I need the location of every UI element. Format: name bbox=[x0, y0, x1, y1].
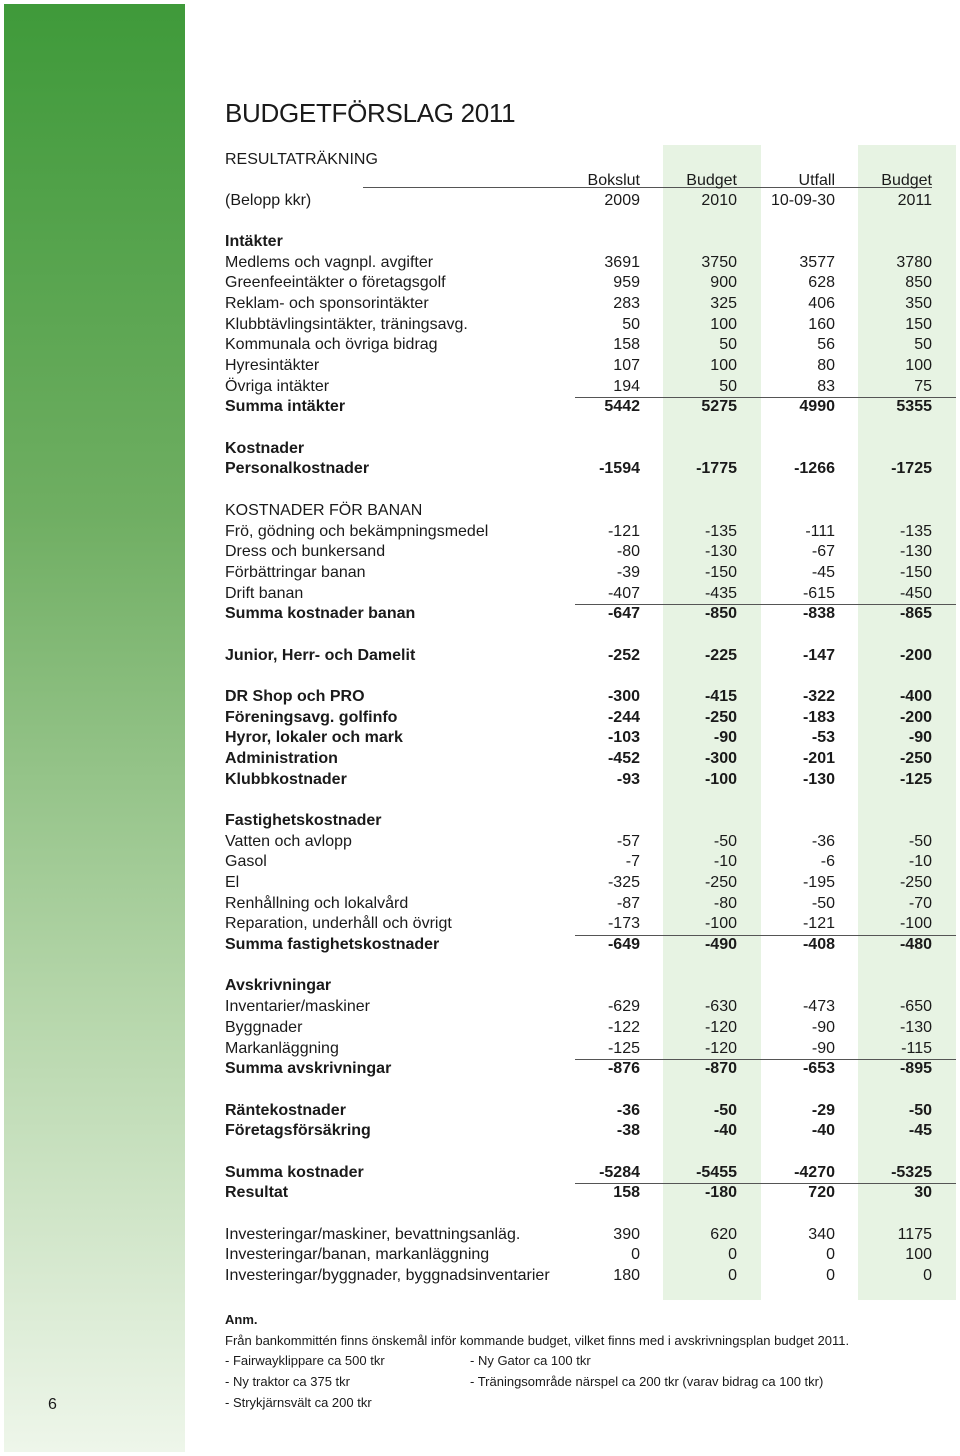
row-value: -400 bbox=[899, 688, 932, 705]
table-row bbox=[225, 914, 932, 934]
table-row bbox=[225, 1245, 932, 1265]
row-value: -39 bbox=[616, 564, 640, 581]
row-value: -135 bbox=[899, 523, 932, 540]
row-label: Kostnader bbox=[225, 440, 305, 457]
row-value: -647 bbox=[607, 605, 640, 622]
row-label: Inventarier/maskiner bbox=[225, 998, 370, 1015]
green-sidebar bbox=[4, 4, 185, 1452]
row-value: -36 bbox=[811, 833, 835, 850]
row-label: Hyror, lokaler och mark bbox=[225, 729, 403, 746]
table-row bbox=[225, 976, 932, 996]
table-row bbox=[225, 935, 932, 955]
row-label: Byggnader bbox=[225, 1019, 303, 1036]
table-row bbox=[225, 1101, 932, 1121]
row-value: -629 bbox=[607, 998, 640, 1015]
table-row bbox=[225, 356, 932, 376]
row-value: -180 bbox=[704, 1184, 737, 1201]
row-label: Summa fastighetskostnader bbox=[225, 936, 440, 953]
row-value: -1266 bbox=[794, 460, 835, 477]
row-value: 50 bbox=[719, 378, 737, 395]
row-value: -5284 bbox=[599, 1164, 640, 1181]
row-value: -53 bbox=[811, 729, 835, 746]
table-row bbox=[225, 335, 932, 355]
row-value: -100 bbox=[704, 915, 737, 932]
row-value: 0 bbox=[826, 1246, 835, 1263]
row-value: 50 bbox=[719, 336, 737, 353]
table-row bbox=[225, 1266, 932, 1286]
row-value: -7 bbox=[625, 853, 640, 870]
row-value: -45 bbox=[908, 1122, 932, 1139]
table-row bbox=[225, 749, 932, 769]
column-header: Budget bbox=[686, 172, 737, 189]
table-row bbox=[225, 584, 932, 604]
row-label: Frö, gödning och bekämpningsmedel bbox=[225, 523, 489, 540]
row-value: 620 bbox=[710, 1226, 737, 1243]
row-label: Junior, Herr- och Damelit bbox=[225, 647, 416, 664]
row-value: -250 bbox=[704, 874, 737, 891]
row-value: -244 bbox=[607, 709, 640, 726]
sum-rule-avskrivningar bbox=[575, 1059, 956, 1060]
row-value: 900 bbox=[710, 274, 737, 291]
row-value: 3780 bbox=[896, 254, 932, 271]
row-value: -1594 bbox=[599, 460, 640, 477]
row-value: -80 bbox=[713, 895, 737, 912]
row-label: Summa intäkter bbox=[225, 398, 346, 415]
row-value: 0 bbox=[728, 1246, 737, 1263]
row-value: -173 bbox=[607, 915, 640, 932]
row-value: 3750 bbox=[701, 254, 737, 271]
row-value: 720 bbox=[808, 1184, 835, 1201]
row-value: -147 bbox=[802, 647, 835, 664]
row-value: -70 bbox=[908, 895, 932, 912]
row-value: -300 bbox=[607, 688, 640, 705]
row-label: Dress och bunkersand bbox=[225, 543, 386, 560]
row-label: Investeringar/banan, markanläggning bbox=[225, 1246, 490, 1263]
row-value: -125 bbox=[899, 771, 932, 788]
row-value: -115 bbox=[901, 1040, 932, 1057]
row-value: -90 bbox=[713, 729, 737, 746]
row-value: -183 bbox=[802, 709, 835, 726]
table-row bbox=[225, 687, 932, 707]
row-value: -250 bbox=[899, 750, 932, 767]
table-row bbox=[225, 770, 932, 790]
row-label: Klubbkostnader bbox=[225, 771, 347, 788]
note-item: - Fairwayklippare ca 500 tkr bbox=[225, 1353, 385, 1368]
row-value: -325 bbox=[607, 874, 640, 891]
table-row bbox=[225, 563, 932, 583]
row-label: Resultat bbox=[225, 1184, 289, 1201]
column-period: 2011 bbox=[897, 192, 932, 209]
row-value: -300 bbox=[704, 750, 737, 767]
row-label: Investeringar/byggnader, byggnadsinventarier bbox=[225, 1267, 550, 1284]
row-label: Hyresintäkter bbox=[225, 357, 320, 374]
row-label: Fastighetskostnader bbox=[225, 812, 382, 829]
table-row bbox=[225, 377, 932, 397]
note-item: - Ny traktor ca 375 tkr bbox=[225, 1374, 350, 1389]
row-value: -415 bbox=[704, 688, 737, 705]
row-value: -653 bbox=[802, 1060, 835, 1077]
column-period: 2009 bbox=[604, 192, 640, 209]
table-row bbox=[225, 273, 932, 293]
table-row bbox=[225, 1225, 932, 1245]
row-value: -67 bbox=[811, 543, 835, 560]
row-value: -120 bbox=[704, 1019, 737, 1036]
row-value: 325 bbox=[710, 295, 737, 312]
row-value: 5355 bbox=[896, 398, 932, 415]
row-value: -50 bbox=[713, 1102, 737, 1119]
row-value: -200 bbox=[899, 709, 932, 726]
table-row bbox=[225, 873, 932, 893]
column-period: 10-09-30 bbox=[770, 192, 835, 209]
row-value: -50 bbox=[713, 833, 737, 850]
sum-rule-resultat bbox=[575, 1183, 956, 1184]
row-value: -121 bbox=[607, 523, 640, 540]
row-value: 390 bbox=[613, 1226, 640, 1243]
table-row bbox=[225, 811, 932, 831]
row-value: -10 bbox=[713, 853, 737, 870]
row-value: -450 bbox=[899, 585, 932, 602]
row-value: 959 bbox=[613, 274, 640, 291]
row-value: -122 bbox=[607, 1019, 640, 1036]
row-value: -100 bbox=[899, 915, 932, 932]
row-value: -201 bbox=[802, 750, 835, 767]
row-label: Greenfeeintäkter o företagsgolf bbox=[225, 274, 446, 291]
column-header: Bokslut bbox=[587, 172, 640, 189]
row-value: -130 bbox=[802, 771, 835, 788]
row-value: 3691 bbox=[604, 254, 640, 271]
row-value: -480 bbox=[899, 936, 932, 953]
row-value: -876 bbox=[607, 1060, 640, 1077]
row-value: 100 bbox=[905, 1246, 932, 1263]
row-value: -870 bbox=[704, 1060, 737, 1077]
row-value: -615 bbox=[802, 585, 835, 602]
row-value: -10 bbox=[908, 853, 932, 870]
row-label: Summa avskrivningar bbox=[225, 1060, 392, 1077]
table-row bbox=[225, 1121, 932, 1141]
table-row bbox=[225, 1018, 932, 1038]
table-row bbox=[225, 1039, 932, 1059]
row-value: -120 bbox=[704, 1040, 737, 1057]
row-value: -36 bbox=[616, 1102, 640, 1119]
table-row bbox=[225, 397, 932, 417]
row-value: 850 bbox=[905, 274, 932, 291]
row-value: 80 bbox=[817, 357, 835, 374]
row-value: -111 bbox=[805, 523, 835, 540]
row-value: 30 bbox=[914, 1184, 932, 1201]
row-value: -407 bbox=[607, 585, 640, 602]
row-value: -895 bbox=[899, 1060, 932, 1077]
row-value: 350 bbox=[905, 295, 932, 312]
row-value: -121 bbox=[802, 915, 835, 932]
table-row bbox=[225, 501, 932, 521]
row-value: 107 bbox=[613, 357, 640, 374]
row-label: Renhållning och lokalvård bbox=[225, 895, 409, 912]
row-label: Reparation, underhåll och övrigt bbox=[225, 915, 452, 932]
row-value: -87 bbox=[616, 895, 640, 912]
notes-heading: Anm. bbox=[225, 1312, 258, 1327]
note-item: - Strykjärnsvält ca 200 tkr bbox=[225, 1395, 372, 1410]
row-value: 180 bbox=[613, 1267, 640, 1284]
row-value: -5325 bbox=[891, 1164, 932, 1181]
row-value: -103 bbox=[607, 729, 640, 746]
row-value: -650 bbox=[899, 998, 932, 1015]
row-value: 83 bbox=[817, 378, 835, 395]
table-row bbox=[225, 522, 932, 542]
row-label: El bbox=[225, 874, 240, 891]
row-label: Intäkter bbox=[225, 233, 283, 250]
row-value: -93 bbox=[616, 771, 640, 788]
table-row bbox=[225, 728, 932, 748]
row-value: 340 bbox=[808, 1226, 835, 1243]
row-value: 5442 bbox=[604, 398, 640, 415]
sum-rule-fastighet bbox=[575, 935, 956, 936]
row-value: -150 bbox=[899, 564, 932, 581]
row-value: -50 bbox=[908, 833, 932, 850]
row-label: Administration bbox=[225, 750, 338, 767]
row-value: 5275 bbox=[701, 398, 737, 415]
row-value: -57 bbox=[616, 833, 640, 850]
row-label: Gasol bbox=[225, 853, 267, 870]
row-value: 56 bbox=[817, 336, 835, 353]
row-value: 75 bbox=[914, 378, 932, 395]
column-header-bottom bbox=[225, 191, 932, 211]
row-value: -649 bbox=[607, 936, 640, 953]
row-value: 158 bbox=[613, 336, 640, 353]
table-row bbox=[225, 997, 932, 1017]
row-value: 194 bbox=[613, 378, 640, 395]
row-value: -130 bbox=[899, 1019, 932, 1036]
row-value: 406 bbox=[808, 295, 835, 312]
row-value: -473 bbox=[802, 998, 835, 1015]
row-value: -38 bbox=[616, 1122, 640, 1139]
row-value: 50 bbox=[622, 316, 640, 333]
row-label: Förbättringar banan bbox=[225, 564, 366, 581]
row-value: -195 bbox=[802, 874, 835, 891]
sum-rule-banan bbox=[575, 604, 956, 605]
document-title: BUDGETFÖRSLAG 2011 bbox=[225, 98, 516, 128]
row-value: -130 bbox=[704, 543, 737, 560]
row-value: 3577 bbox=[799, 254, 835, 271]
table-row bbox=[225, 294, 932, 314]
row-value: -50 bbox=[811, 895, 835, 912]
row-value: -80 bbox=[616, 543, 640, 560]
table-row bbox=[225, 852, 932, 872]
row-value: 150 bbox=[905, 316, 932, 333]
column-header: Utfall bbox=[798, 172, 835, 189]
note-item: - Ny Gator ca 100 tkr bbox=[470, 1353, 591, 1368]
row-value: 0 bbox=[826, 1267, 835, 1284]
unit-label: (Belopp kkr) bbox=[225, 192, 312, 209]
row-label: Klubbtävlingsintäkter, träningsavg. bbox=[225, 316, 468, 333]
row-value: -40 bbox=[811, 1122, 835, 1139]
row-label: Medlems och vagnpl. avgifter bbox=[225, 254, 434, 271]
row-value: -250 bbox=[704, 709, 737, 726]
note-item: - Träningsområde närspel ca 200 tkr (varav bidrag ca 100 tkr) bbox=[470, 1374, 824, 1389]
row-value: -6 bbox=[820, 853, 835, 870]
row-value: 100 bbox=[905, 357, 932, 374]
column-header: Budget bbox=[881, 172, 932, 189]
row-value: -200 bbox=[899, 647, 932, 664]
row-label: Kommunala och övriga bidrag bbox=[225, 336, 438, 353]
row-value: -4270 bbox=[794, 1164, 835, 1181]
row-value: 628 bbox=[808, 274, 835, 291]
row-label: Summa kostnader bbox=[225, 1164, 364, 1181]
row-value: -40 bbox=[713, 1122, 737, 1139]
row-label: Föreningsavg. golfinfo bbox=[225, 709, 398, 726]
row-value: -1775 bbox=[696, 460, 737, 477]
row-label: Avskrivningar bbox=[225, 977, 332, 994]
row-value: 100 bbox=[710, 357, 737, 374]
row-value: -838 bbox=[802, 605, 835, 622]
row-value: -130 bbox=[899, 543, 932, 560]
column-period: 2010 bbox=[701, 192, 737, 209]
row-label: Vatten och avlopp bbox=[225, 833, 352, 850]
row-value: -50 bbox=[908, 1102, 932, 1119]
page-number: 6 bbox=[48, 1396, 57, 1413]
column-header-top bbox=[225, 171, 932, 191]
row-value: -5455 bbox=[696, 1164, 737, 1181]
sum-rule-intakter bbox=[575, 397, 956, 398]
row-value: -135 bbox=[704, 523, 737, 540]
table-row bbox=[225, 1183, 932, 1203]
table-row bbox=[225, 604, 932, 624]
row-label: Reklam- och sponsorintäkter bbox=[225, 295, 429, 312]
table-row bbox=[225, 253, 932, 273]
row-value: -490 bbox=[704, 936, 737, 953]
row-value: -90 bbox=[811, 1040, 835, 1057]
table-row bbox=[225, 646, 932, 666]
row-value: -90 bbox=[908, 729, 932, 746]
table-row bbox=[225, 542, 932, 562]
row-value: -1725 bbox=[891, 460, 932, 477]
table-row bbox=[225, 315, 932, 335]
row-label: Personalkostnader bbox=[225, 460, 370, 477]
table-row bbox=[225, 459, 932, 479]
row-value: -630 bbox=[704, 998, 737, 1015]
row-value: -452 bbox=[607, 750, 640, 767]
row-value: -90 bbox=[811, 1019, 835, 1036]
row-value: 100 bbox=[710, 316, 737, 333]
row-value: 0 bbox=[923, 1267, 932, 1284]
row-value: -865 bbox=[899, 605, 932, 622]
row-label: Övriga intäkter bbox=[225, 378, 330, 395]
row-value: 50 bbox=[914, 336, 932, 353]
row-label: KOSTNADER FÖR BANAN bbox=[225, 502, 423, 519]
row-label: Markanläggning bbox=[225, 1040, 339, 1057]
row-label: Investeringar/maskiner, bevattningsanläg. bbox=[225, 1226, 521, 1243]
table-row bbox=[225, 832, 932, 852]
row-value: -250 bbox=[899, 874, 932, 891]
table-row bbox=[225, 894, 932, 914]
row-value: -225 bbox=[704, 647, 737, 664]
row-label: Räntekostnader bbox=[225, 1102, 346, 1119]
table-row bbox=[225, 1163, 932, 1183]
row-value: -100 bbox=[704, 771, 737, 788]
row-value: -45 bbox=[811, 564, 835, 581]
row-value: -29 bbox=[811, 1102, 835, 1119]
row-value: 4990 bbox=[799, 398, 835, 415]
row-value: -435 bbox=[704, 585, 737, 602]
row-label: Företagsförsäkring bbox=[225, 1122, 371, 1139]
row-label: Drift banan bbox=[225, 585, 304, 602]
row-value: 158 bbox=[613, 1184, 640, 1201]
row-value: 0 bbox=[631, 1246, 640, 1263]
table-row bbox=[225, 232, 932, 252]
row-value: -125 bbox=[607, 1040, 640, 1057]
row-value: -252 bbox=[607, 647, 640, 664]
row-value: -322 bbox=[802, 688, 835, 705]
row-value: -408 bbox=[802, 936, 835, 953]
table-row bbox=[225, 439, 932, 459]
row-value: -150 bbox=[704, 564, 737, 581]
row-value: -850 bbox=[704, 605, 737, 622]
row-value: 160 bbox=[808, 316, 835, 333]
row-label: DR Shop och PRO bbox=[225, 688, 365, 705]
table-row bbox=[225, 708, 932, 728]
row-value: 1175 bbox=[897, 1226, 932, 1243]
row-value: 0 bbox=[728, 1267, 737, 1284]
section-title: RESULTATRÄKNING bbox=[225, 151, 378, 168]
row-value: 283 bbox=[613, 295, 640, 312]
row-label: Summa kostnader banan bbox=[225, 605, 416, 622]
notes-intro: Från bankommittén finns önskemål inför kommande budget, vilket finns med i avskrivningsplan budget 2011. bbox=[225, 1333, 850, 1348]
table-row bbox=[225, 1059, 932, 1079]
